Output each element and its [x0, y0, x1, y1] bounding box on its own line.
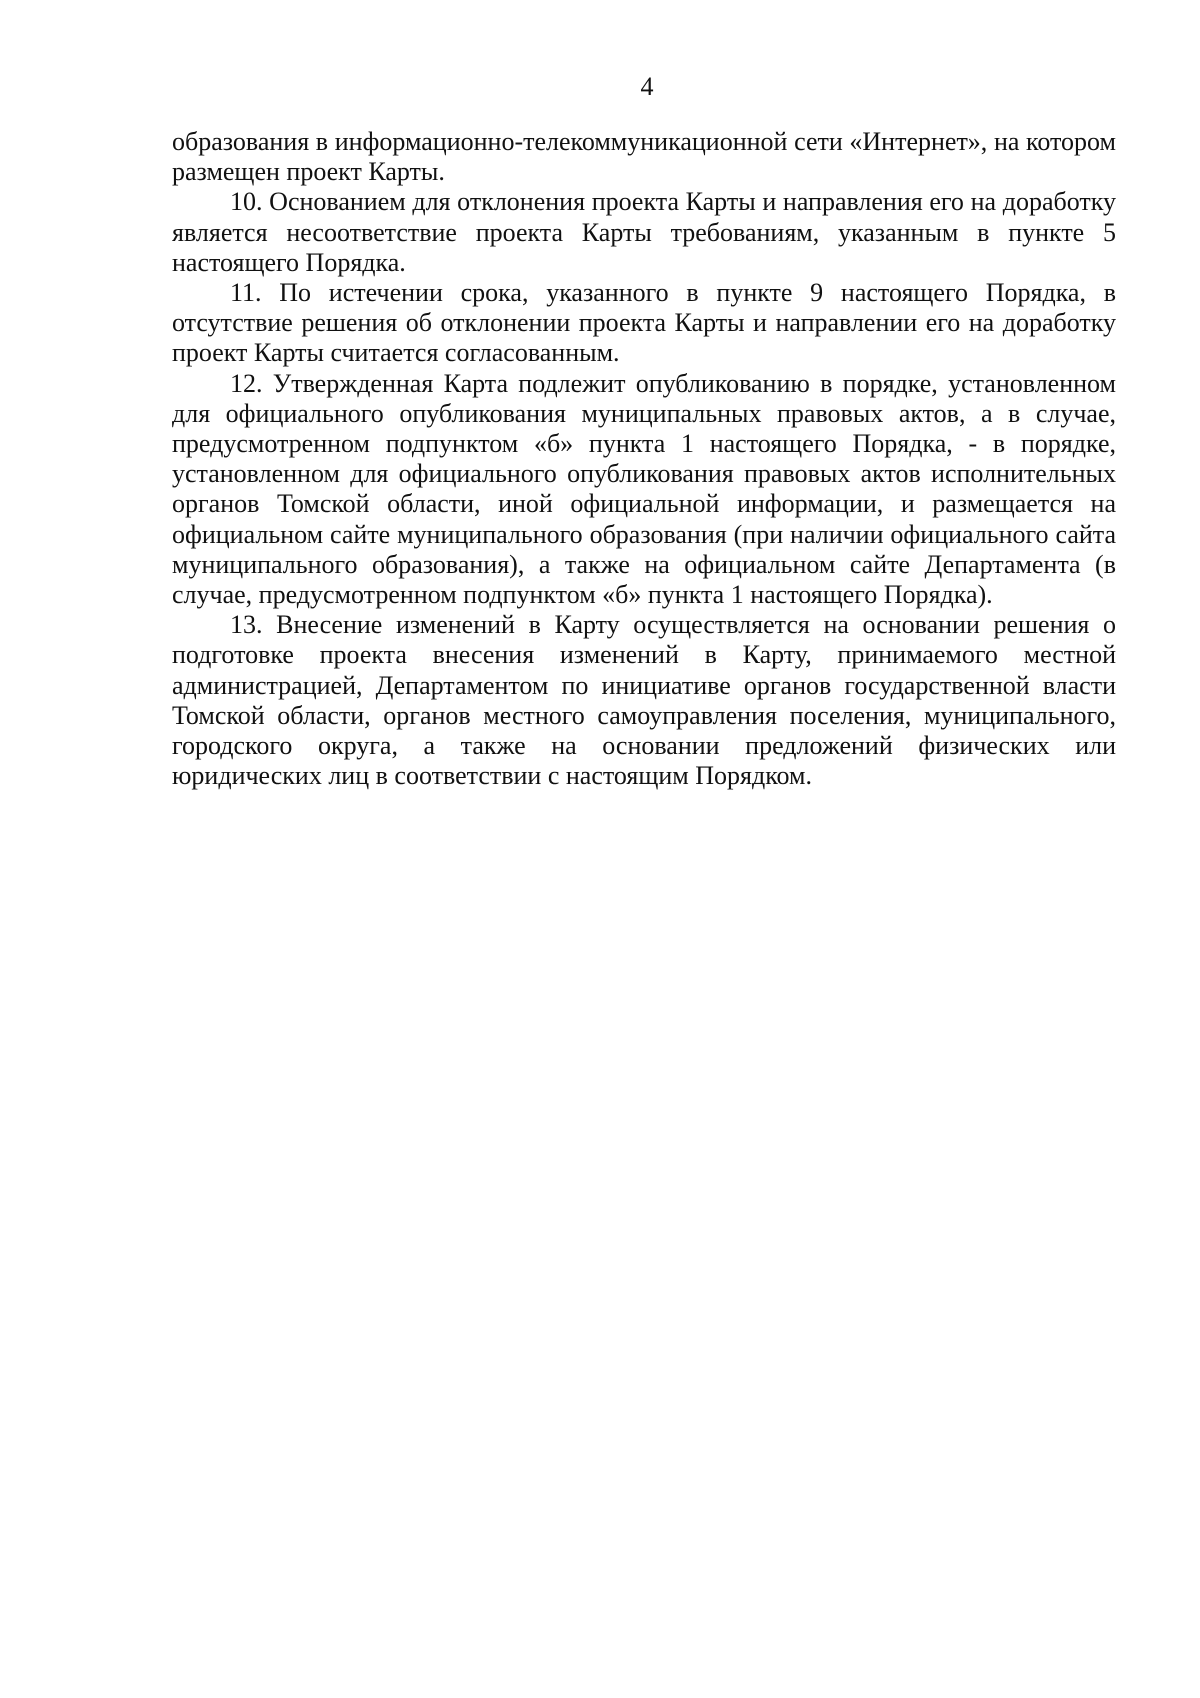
- document-body: [172, 127, 1116, 791]
- paragraph-item-12: 12. Утвержденная Карта подлежит опубликованию в порядке, установленном для официального опубликования муниципальных правовых актов, а в случае, предусмотренном подпунктом «б» пункта 1 настоящего Порядка, - в порядке, установленном для официального опубликования правовых актов исполнительных органов Томской области, иной официальной информации, и размещается на официальном сайте муниципального образования (при наличии официального сайта муниципального образования), а также на официальном сайте Департамента (в случае, предусмотренном подпунктом «б» пункта 1 настоящего Порядка).: [172, 368, 1116, 610]
- paragraph-item-13: 13. Внесение изменений в Карту осуществляется на основании решения о подготовке проекта внесения изменений в Карту, принимаемого местной администрацией, Департаментом по инициативе органов государственной власти Томской области, органов местного самоуправления поселения, муниципального, городского округа, а также на основании предложений физических или юридических лиц в соответствии с настоящим Порядком.: [172, 610, 1116, 791]
- paragraph-continuation: образования в информационно-телекоммуникационной сети «Интернет», на котором размещен проект Карты.: [172, 127, 1116, 187]
- paragraph-item-10: 10. Основанием для отклонения проекта Карты и направления его на доработку является несоответствие проекта Карты требованиям, указанным в пункте 5 настоящего Порядка.: [172, 187, 1116, 277]
- page-number: 4: [640, 72, 654, 101]
- paragraph-item-11: 11. По истечении срока, указанного в пункте 9 настоящего Порядка, в отсутствие решения об отклонении проекта Карты и направлении его на доработку проект Карты считается согласованным.: [172, 278, 1116, 368]
